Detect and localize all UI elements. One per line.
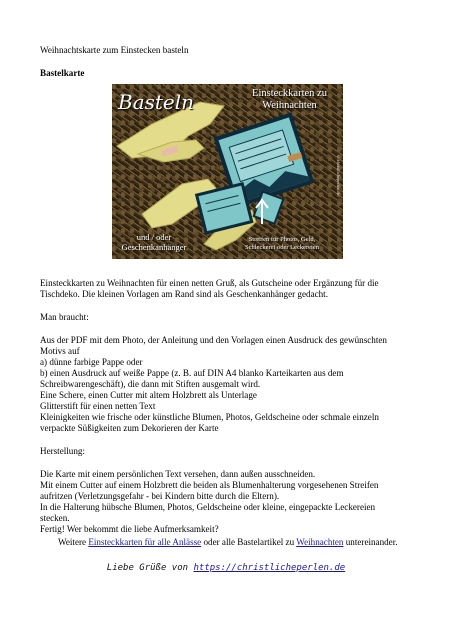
photo-watermark: © christlicheperlen.de — [336, 154, 341, 196]
section-heading: Bastelkarte — [40, 68, 85, 78]
photo-title-right-line-1: Einsteckkarten zu — [252, 88, 327, 99]
photo-title-left: Basteln — [118, 90, 195, 114]
materials-label: Man braucht: — [40, 312, 89, 322]
instructions-label: Herstellung: — [40, 446, 85, 456]
photo-title-right — [242, 88, 337, 112]
footer-links-line — [58, 537, 398, 548]
instruction-line: Die Karte mit einem persönlichen Text versehen, dann außen ausschneiden. — [40, 469, 316, 479]
intro-line-1: Einsteckkarten zu Weihnachten für einen netten Gruß, als Gutscheine oder Ergänzung für die — [40, 278, 379, 288]
materials-line: Aus der PDF mit dem Photo, der Anleitung und den Vorlagen einen Ausdruck des gewünschten — [40, 335, 387, 345]
materials-line: b) einen Ausdruck auf weiße Pappe (z. B. auf DIN A4 blanko Karteikarten aus dem — [40, 368, 344, 378]
photo-title-right-line-2: Weihnachten — [262, 100, 317, 111]
link-weihnachten[interactable]: Weihnachten — [296, 537, 344, 547]
materials-line: Kleinigkeiten wie frische oder künstliche Blumen, Photos, Geldscheine oder schmale einzeln — [40, 412, 379, 422]
materials-line: Motivs auf — [40, 346, 80, 356]
instruction-line: Fertig! Wer bekommt die liebe Aufmerksamkeit? — [40, 524, 219, 534]
instruction-line: stecken. — [40, 513, 70, 523]
signature-line — [0, 563, 452, 573]
materials-line: a) dünne farbige Pappe oder — [40, 357, 143, 367]
document-title: Weihnachtskarte zum Einstecken basteln — [40, 45, 189, 55]
link-einsteckkarten[interactable]: Einsteckkarten für alle Anlässe — [88, 537, 202, 547]
signature-prefix: Liebe Grüße von — [106, 563, 194, 573]
materials-line: Glitterstift für einen netten Text — [40, 401, 156, 411]
signature-link[interactable]: https://christlicheperlen.de — [193, 563, 346, 573]
photo-caption-right-line-2: Schleckerei oder Leckereien — [245, 244, 319, 251]
photo-caption-left-line-1: und / oder — [136, 232, 172, 242]
photo-caption-right-line-1: Streifen für Photos, Geld, — [248, 236, 316, 243]
footer-suffix: untereinander. — [343, 537, 398, 547]
intro-line-2: Tischdeko. Die kleinen Vorlagen am Rand sind als Geschenkanhänger gedacht. — [40, 289, 328, 299]
materials-line: verpackte Süßigkeiten zum Dekorieren der Karte — [40, 423, 219, 433]
materials-line: Schreibwarengeschäft), die dann mit Stiften ausgemalt wird. — [40, 379, 261, 389]
footer-middle: oder alle Bastelartikel zu — [201, 537, 297, 547]
photo-caption-right — [242, 236, 322, 252]
photo-caption-left-line-2: Geschenkanhänger — [121, 242, 187, 252]
craft-photo — [112, 84, 343, 259]
photo-caption-left — [114, 232, 194, 252]
instruction-line: In die Halterung hübsche Blumen, Photos, Geldscheine oder kleine, eingepackte Leckereien — [40, 502, 376, 512]
materials-line: Eine Schere, einen Cutter mit altem Holzbrett als Unterlage — [40, 390, 257, 400]
footer-prefix: Weitere — [58, 537, 89, 547]
instruction-line: aufritzen (Verletzungsgefahr - bei Kindern bitte durch die Eltern). — [40, 491, 280, 501]
instruction-line: Mit einem Cutter auf einem Holzbrett die beiden als Blumenhalterung vorgesehenen Streifen — [40, 480, 379, 490]
